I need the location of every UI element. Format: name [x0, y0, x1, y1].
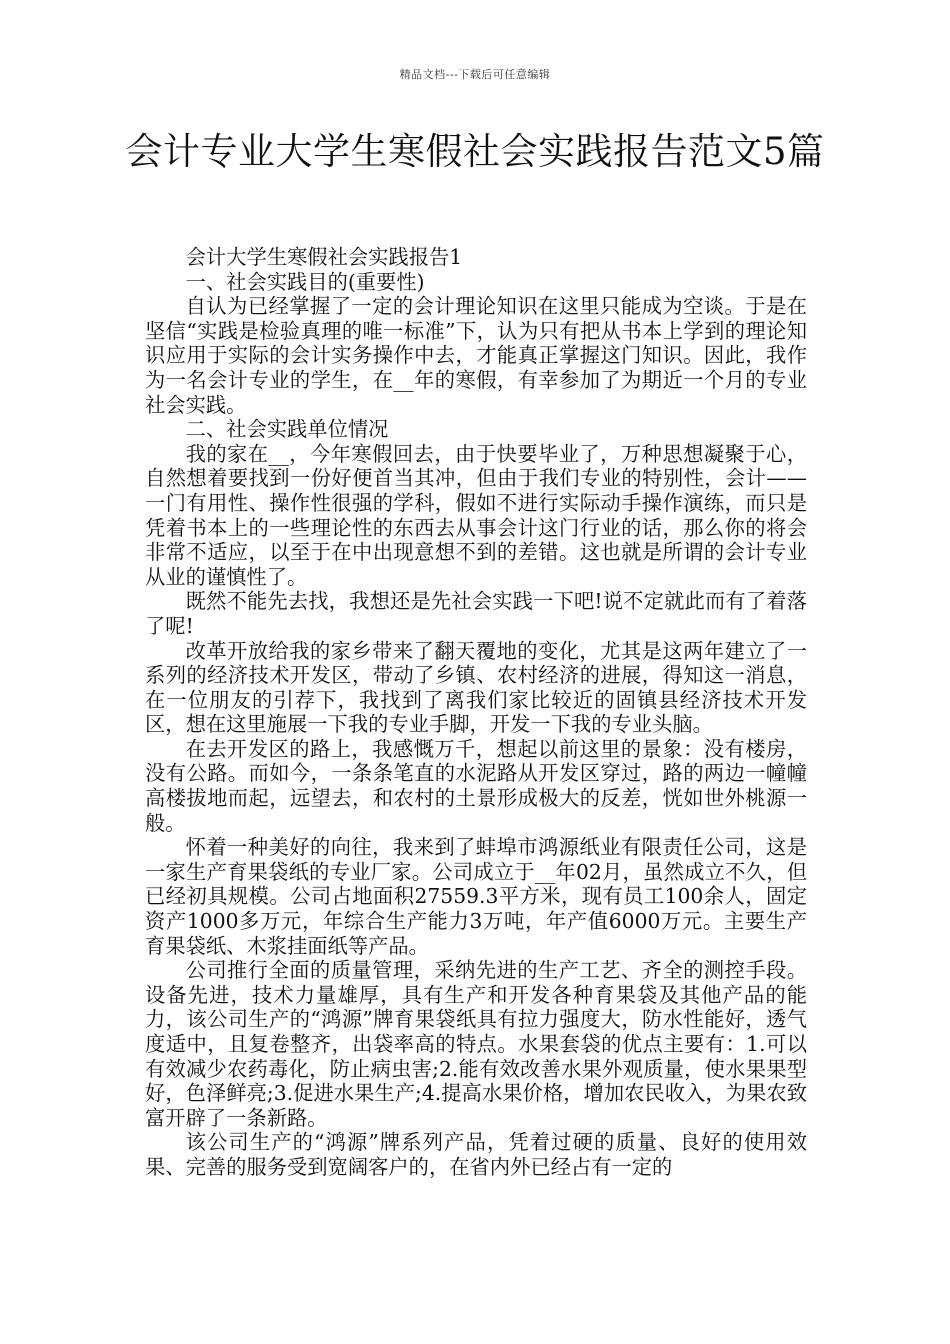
document-title: 会计专业大学生寒假社会实践报告范文5篇: [125, 130, 825, 173]
body-paragraph: 怀着一种美好的向往，我来到了蚌埠市鸿源纸业有限责任公司，这是一家生产育果袋纸的专业厂家。公司成立于__年02月，虽然成立不久，但已经初具规模。公司占地面积27559.3平方米，现有员工100余人，固定资产1000多万元，年综合生产能力3万吨，年产值6000万元。主要生产育果袋纸、木浆挂面纸等产品。: [145, 835, 807, 958]
body-paragraph: 我的家在__，今年寒假回去，由于快要毕业了，万种思想凝聚于心，自然想着要找到一份好便首当其冲，但由于我们专业的特别性，会计——一门有用性、操作性很强的学科，假如不进行实际动手操作演练，而只是凭着书本上的一些理论性的东西去从事会计这门行业的话，那么你的将会非常不适应，以至于在中出现意想不到的差错。这也就是所谓的会计专业从业的谨慎性了。: [145, 441, 807, 589]
document-body: [145, 245, 807, 1180]
header-watermark: 精品文档---下载后可任意编辑: [399, 68, 551, 81]
body-paragraph: 既然不能先去找，我想还是先社会实践一下吧!说不定就此而有了着落了呢!: [145, 589, 807, 638]
body-paragraph: 该公司生产的“鸿源”牌系列产品，凭着过硬的质量、良好的使用效果、完善的服务受到宽阔客户的，在省内外已经占有一定的: [145, 1130, 807, 1179]
body-paragraph: 自认为已经掌握了一定的会计理论知识在这里只能成为空谈。于是在坚信“实践是检验真理的唯一标准”下，认为只有把从书本上学到的理论知识应用于实际的会计实务操作中去，才能真正掌握这门知识。因此，我作为一名会计专业的学生，在__年的寒假，有幸参加了为期近一个月的专业社会实践。: [145, 294, 807, 417]
section-heading: 会计大学生寒假社会实践报告1: [185, 245, 463, 269]
body-paragraph: 改革开放给我的家乡带来了翻天覆地的变化，尤其是这两年建立了一系列的经济技术开发区，带动了乡镇、农村经济的进展，得知这一消息，在一位朋友的引荐下，我找到了离我们家比较近的固镇县经济技术开发区，想在这里施展一下我的专业手脚，开发一下我的专业头脑。: [145, 638, 807, 737]
body-paragraph: 在去开发区的路上，我感慨万千，想起以前这里的景象：没有楼房，没有公路。而如今，一条条笔直的水泥路从开发区穿过，路的两边一幢幢高楼拔地而起，远望去，和农村的土景形成极大的反差，恍如世外桃源一般。: [145, 736, 807, 835]
subsection-heading: 一、社会实践目的(重要性): [185, 269, 425, 294]
subsection-heading: 二、社会实践单位情况: [185, 417, 389, 442]
body-paragraph: 公司推行全面的质量管理，采纳先进的生产工艺、齐全的测控手段。设备先进，技术力量雄厚，具有生产和开发各种育果袋及其他产品的能力，该公司生产的“鸿源”牌育果袋纸具有拉力强度大，防水性能好，透气度适中，且复卷整齐，出袋率高的特点。水果套袋的优点主要有：1.可以有效减少农药毒化，防止病虫害;2.能有效改善水果外观质量，使水果果型好，色泽鲜亮;3.促进水果生产;4.提高水果价格，增加农民收入，为果农致富开辟了一条新路。: [145, 958, 807, 1130]
